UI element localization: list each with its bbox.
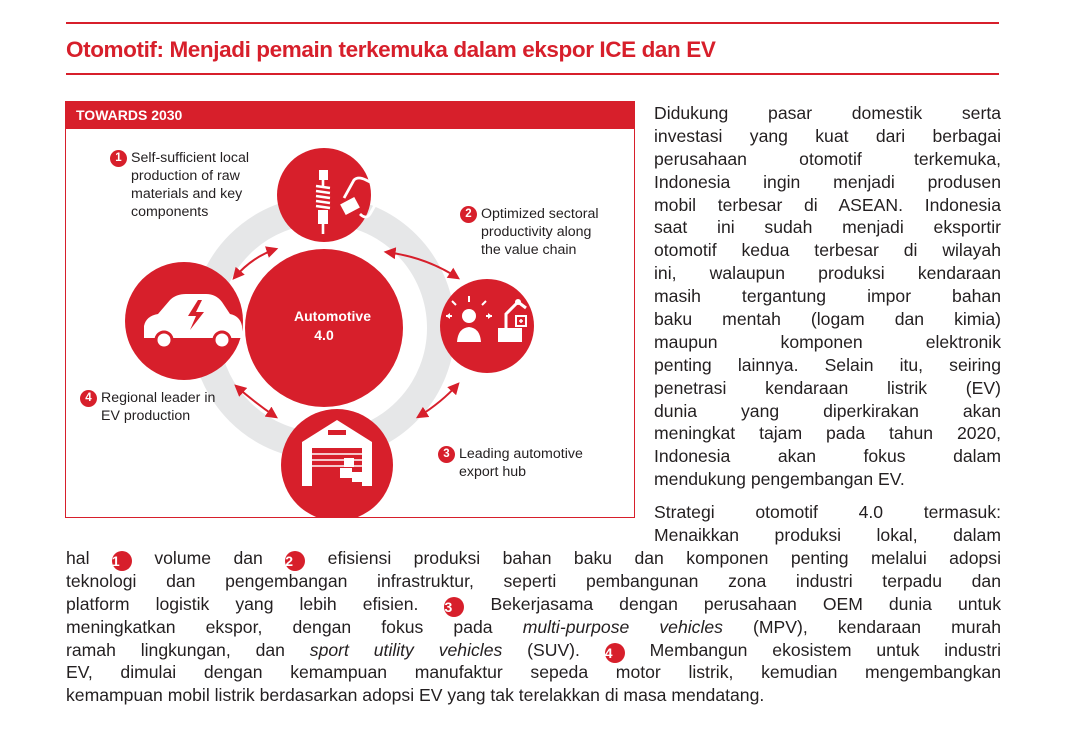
strategy-line-6: EV, dimulai dengan kemampuan manufaktur sepeda motor listrik, kemudian mengembangkan — [66, 662, 1001, 683]
figure-header: TOWARDS 2030 — [66, 102, 634, 129]
item-3-number: 3 — [438, 446, 455, 463]
center-line-2: 4.0 — [314, 327, 334, 343]
bullet-4: 4 — [605, 643, 625, 663]
bullet-3: 3 — [444, 597, 464, 617]
item-4-number: 4 — [80, 390, 97, 407]
item-2-number: 2 — [460, 206, 477, 223]
strategy-line-7: kemampuan mobil listrik berdasarkan adopsi EV yang tak terelakkan di masa mendatang. — [66, 685, 765, 706]
bullet-1: 1 — [112, 551, 132, 571]
item-4-label: 4 Regional leader in EV production — [80, 389, 215, 425]
item-3-label: 3 Leading automotive export hub — [438, 445, 583, 481]
intro-paragraph: Didukung pasar domestik serta investasi yang kuat dari berbagai perusahaan otomotif terkemuka, Indonesia ingin menjadi produsen mobil terbesar di ASEAN. Indonesia saat ini sudah menjadi eksportir otomotif kedua terbesar di wilayah ini, walaupun produksi kendaraan masih tergantung impor bahan baku mentah (logam dan kimia) maupun komponen elektronik penting lainnya. Selain itu, seiring penetrasi kendaraan listrik (EV) dunia yang diperkirakan akan meningkat tajam pada tahun 2020, Indonesia akan fokus dalam mendukung pengembangan EV. — [654, 103, 1001, 490]
strategy-line-4: meningkatkan ekspor, dengan fokus pada multi-purpose vehicles (MPV), kendaraan murah — [66, 616, 1001, 637]
strategy-line-3: platform logistik yang lebih efisien. 3 Bekerjasama dengan perusahaan OEM dunia untuk — [66, 593, 1001, 615]
bullet-2: 2 — [285, 551, 305, 571]
strategy-line-5: ramah lingkungan, dan sport utility vehicles (SUV). 4 Membangun ekosistem untuk industri — [66, 639, 1001, 661]
center-line-1: Automotive — [294, 308, 371, 324]
item-2-label: 2 Optimized sectoral productivity along the value chain — [460, 205, 598, 259]
strategy-line-2: teknologi dan pengembangan infrastruktur, seperti pembangunan zona industri terpadu dan — [66, 570, 1001, 591]
item-1-label: 1 Self-sufficient local production of raw materials and key components — [110, 149, 249, 221]
item-1-number: 1 — [110, 150, 127, 167]
strategy-intro: Strategi otomotif 4.0 termasuk: Menaikkan produksi lokal, dalam — [654, 502, 1001, 545]
towards-2030-figure — [65, 101, 635, 518]
top-rule — [66, 22, 999, 24]
strategy-paragraph — [66, 547, 1001, 707]
center-label — [294, 307, 371, 345]
page-title: Otomotif: Menjadi pemain terkemuka dalam ekspor ICE dan EV — [66, 37, 716, 62]
strategy-line-1: hal 1 volume dan 2 efisiensi produksi bahan baku dan komponen penting melalui adopsi — [66, 548, 1001, 569]
title-rule — [66, 73, 999, 75]
